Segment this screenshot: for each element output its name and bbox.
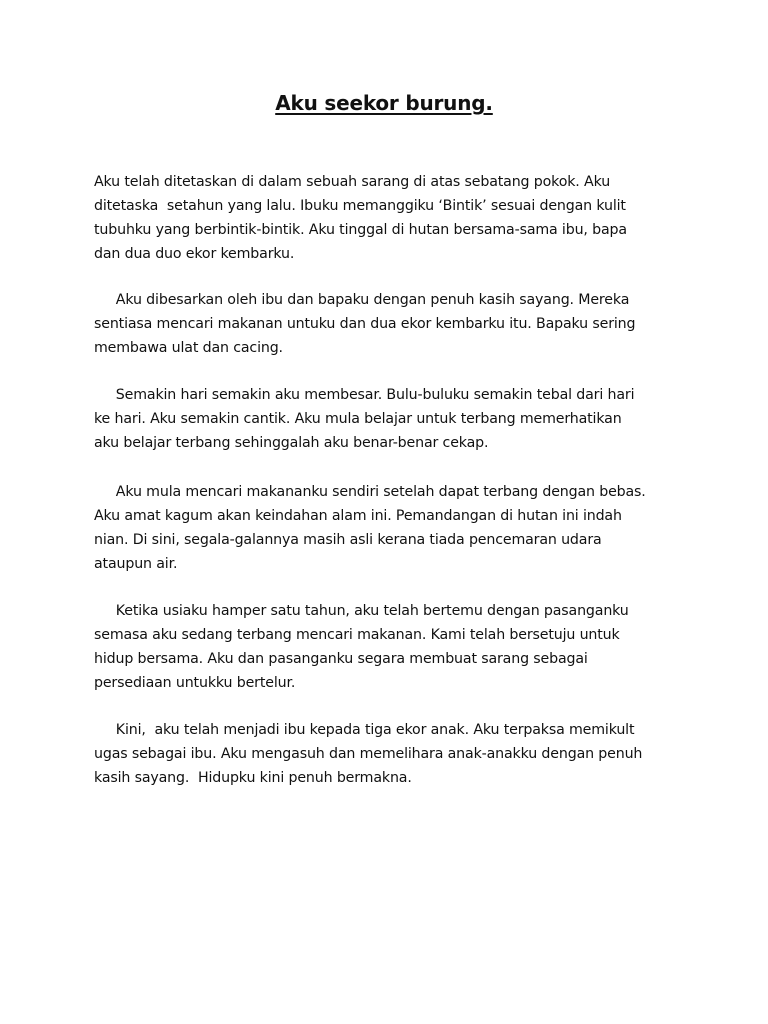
paragraph-4 <box>94 480 694 576</box>
paragraph-5 <box>94 599 694 695</box>
paragraph-line: nian. Di sini, segala-galannya masih asli kerana tiada pencemaran udara <box>94 532 602 548</box>
paragraph-line: membawa ulat dan cacing. <box>94 340 283 356</box>
paragraph-line: dan dua duo ekor kembarku. <box>94 246 295 262</box>
paragraph-line: ditetaska setahun yang lalu. Ibuku memanggiku ‘Bintik’ sesuai dengan kulit <box>94 198 626 214</box>
paragraph-line: Aku telah ditetaskan di dalam sebuah sarang di atas sebatang pokok. Aku <box>94 174 611 190</box>
paragraph-line: kasih sayang. Hidupku kini penuh bermakna. <box>94 770 412 786</box>
paragraph-1 <box>94 170 694 266</box>
paragraph-line: Aku mula mencari makananku sendiri setelah dapat terbang dengan bebas. <box>94 484 646 500</box>
paragraph-3 <box>94 383 694 455</box>
paragraph-line: tubuhku yang berbintik-bintik. Aku tinggal di hutan bersama-sama ibu, bapa <box>94 222 627 238</box>
paragraph-line: Ketika usiaku hamper satu tahun, aku telah bertemu dengan pasanganku <box>94 603 629 619</box>
paragraph-line: ke hari. Aku semakin cantik. Aku mula belajar untuk terbang memerhatikan <box>94 411 622 427</box>
paragraph-line: hidup bersama. Aku dan pasanganku segara membuat sarang sebagai <box>94 651 588 667</box>
document-title: Aku seekor burung. <box>275 91 493 115</box>
paragraph-6 <box>94 718 694 790</box>
paragraph-line: sentiasa mencari makanan untuku dan dua ekor kembarku itu. Bapaku sering <box>94 316 636 332</box>
paragraph-line: Kini, aku telah menjadi ibu kepada tiga ekor anak. Aku terpaksa memikult <box>94 722 635 738</box>
paragraph-line: semasa aku sedang terbang mencari makanan. Kami telah bersetuju untuk <box>94 627 620 643</box>
paragraph-line: ugas sebagai ibu. Aku mengasuh dan memelihara anak-anakku dengan penuh <box>94 746 643 762</box>
paragraph-line: ataupun air. <box>94 556 178 572</box>
paragraph-line: persediaan untukku bertelur. <box>94 675 296 691</box>
paragraph-line: Semakin hari semakin aku membesar. Bulu-buluku semakin tebal dari hari <box>94 387 635 403</box>
paragraph-line: Aku dibesarkan oleh ibu dan bapaku dengan penuh kasih sayang. Mereka <box>94 292 630 308</box>
paragraph-line: Aku amat kagum akan keindahan alam ini. Pemandangan di hutan ini indah <box>94 508 622 524</box>
paragraph-2 <box>94 288 694 360</box>
paragraph-line: aku belajar terbang sehinggalah aku benar-benar cekap. <box>94 435 489 451</box>
